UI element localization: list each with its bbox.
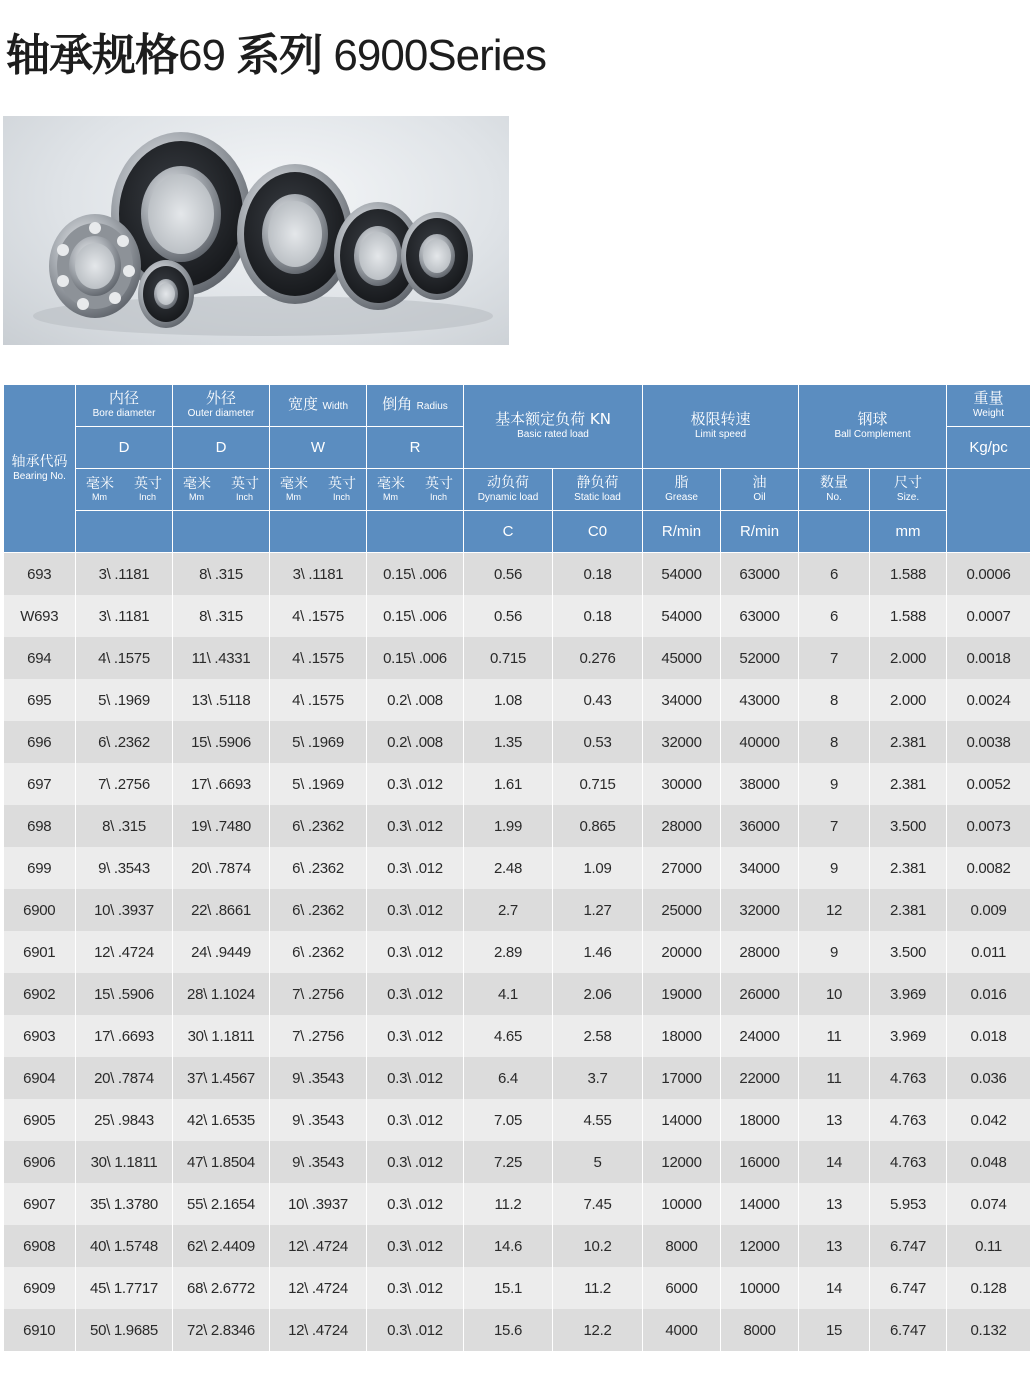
page-title: [6, 26, 546, 86]
cell-static-load: 0.18: [553, 553, 643, 596]
header-radius: 倒角 Radius: [367, 385, 464, 427]
cell-static-load: 4.55: [553, 1099, 643, 1141]
cell-outer-dia: 42\ 1.6535: [173, 1099, 270, 1141]
cell-ball-qty: 11: [799, 1057, 870, 1099]
cell-bore: 17\ .6693: [76, 1015, 173, 1057]
cell-radius: 0.3\ .012: [367, 1015, 464, 1057]
cell-ball-size: 2.381: [870, 847, 947, 889]
cell-weight: 0.042: [947, 1099, 1030, 1141]
cell-bore: 7\ .2756: [76, 763, 173, 805]
cell-ball-size: 2.381: [870, 889, 947, 931]
cell-outer-dia: 62\ 2.4409: [173, 1225, 270, 1267]
cell-radius: 0.3\ .012: [367, 1183, 464, 1225]
header-speed: 极限转速 Limit speed: [643, 385, 799, 469]
cell-oil-speed: 34000: [721, 847, 799, 889]
cell-weight: 0.048: [947, 1141, 1030, 1183]
cell-ball-size: 2.381: [870, 763, 947, 805]
cell-static-load: 2.58: [553, 1015, 643, 1057]
cell-static-load: 0.865: [553, 805, 643, 847]
header-width: 宽度 Width: [270, 385, 367, 427]
cell-outer-dia: 15\ .5906: [173, 721, 270, 763]
cell-grease-speed: 54000: [643, 595, 721, 637]
cell-dynamic-load: 1.99: [464, 805, 553, 847]
cell-outer-dia: 47\ 1.8504: [173, 1141, 270, 1183]
cell-bearing-no: 6908: [4, 1225, 76, 1267]
header-dynamic-load: 动负荷 Dynamic load: [464, 469, 553, 511]
cell-ball-qty: 15: [799, 1309, 870, 1351]
cell-oil-speed: 18000: [721, 1099, 799, 1141]
cell-grease-speed: 34000: [643, 679, 721, 721]
cell-static-load: 12.2: [553, 1309, 643, 1351]
cell-width: 12\ .4724: [270, 1309, 367, 1351]
title-series-num: 69: [178, 31, 225, 80]
header-blank-qty: [799, 511, 870, 553]
cell-grease-speed: 10000: [643, 1183, 721, 1225]
cell-bearing-no: 6904: [4, 1057, 76, 1099]
header-oil: 油 Oil: [721, 469, 799, 511]
cell-oil-speed: 24000: [721, 1015, 799, 1057]
cell-ball-qty: 14: [799, 1267, 870, 1309]
cell-outer-dia: 55\ 2.1654: [173, 1183, 270, 1225]
cell-bearing-no: 6900: [4, 889, 76, 931]
cell-dynamic-load: 0.56: [464, 595, 553, 637]
cell-dynamic-load: 2.89: [464, 931, 553, 973]
spec-table-body: [4, 553, 1030, 1352]
cell-outer-dia: 13\ .5118: [173, 679, 270, 721]
cell-static-load: 0.276: [553, 637, 643, 679]
bearing-product-photo: [3, 116, 509, 345]
cell-bearing-no: 6910: [4, 1309, 76, 1351]
header-inner-sym: D: [76, 427, 173, 469]
cell-dynamic-load: 2.48: [464, 847, 553, 889]
cell-bore: 3\ .1181: [76, 595, 173, 637]
cell-oil-speed: 63000: [721, 595, 799, 637]
cell-radius: 0.3\ .012: [367, 889, 464, 931]
header-load: 基本额定负荷 KN Basic rated load: [464, 385, 643, 469]
header-grease-unit: R/min: [643, 511, 721, 553]
cell-width: 6\ .2362: [270, 805, 367, 847]
cell-grease-speed: 27000: [643, 847, 721, 889]
table-row: [4, 973, 1030, 1015]
header-bearing-no: 轴承代码 Bearing No.: [4, 385, 76, 553]
cell-bore: 5\ .1969: [76, 679, 173, 721]
cell-ball-qty: 9: [799, 931, 870, 973]
cell-dynamic-load: 14.6: [464, 1225, 553, 1267]
cell-ball-qty: 14: [799, 1141, 870, 1183]
header-weight-unit: Kg/pc: [947, 427, 1030, 469]
cell-bearing-no: 695: [4, 679, 76, 721]
cell-weight: 0.11: [947, 1225, 1030, 1267]
header-outer-sym: D: [173, 427, 270, 469]
header-oil-unit: R/min: [721, 511, 799, 553]
table-row: [4, 1183, 1030, 1225]
cell-width: 12\ .4724: [270, 1225, 367, 1267]
cell-static-load: 10.2: [553, 1225, 643, 1267]
cell-width: 4\ .1575: [270, 679, 367, 721]
cell-ball-qty: 8: [799, 721, 870, 763]
cell-bore: 45\ 1.7717: [76, 1267, 173, 1309]
cell-radius: 0.3\ .012: [367, 1309, 464, 1351]
cell-radius: 0.3\ .012: [367, 931, 464, 973]
cell-ball-size: 6.747: [870, 1225, 947, 1267]
table-row: [4, 931, 1030, 973]
cell-ball-qty: 11: [799, 1015, 870, 1057]
cell-grease-speed: 12000: [643, 1141, 721, 1183]
header-blank-radius: [367, 511, 464, 553]
cell-radius: 0.3\ .012: [367, 805, 464, 847]
header-ball: 钢球 Ball Complement: [799, 385, 947, 469]
cell-dynamic-load: 15.6: [464, 1309, 553, 1351]
cell-ball-qty: 6: [799, 553, 870, 596]
cell-ball-size: 3.500: [870, 805, 947, 847]
cell-radius: 0.15\ .006: [367, 595, 464, 637]
cell-grease-speed: 30000: [643, 763, 721, 805]
table-row: [4, 1309, 1030, 1351]
cell-grease-speed: 54000: [643, 553, 721, 596]
cell-dynamic-load: 1.08: [464, 679, 553, 721]
cell-oil-speed: 8000: [721, 1309, 799, 1351]
cell-static-load: 11.2: [553, 1267, 643, 1309]
cell-ball-size: 4.763: [870, 1099, 947, 1141]
cell-radius: 0.3\ .012: [367, 1141, 464, 1183]
cell-grease-speed: 28000: [643, 805, 721, 847]
cell-dynamic-load: 1.35: [464, 721, 553, 763]
cell-outer-dia: 8\ .315: [173, 595, 270, 637]
cell-outer-dia: 17\ .6693: [173, 763, 270, 805]
cell-bearing-no: 6905: [4, 1099, 76, 1141]
cell-grease-speed: 4000: [643, 1309, 721, 1351]
cell-radius: 0.2\ .008: [367, 679, 464, 721]
cell-static-load: 3.7: [553, 1057, 643, 1099]
table-row: [4, 1015, 1030, 1057]
cell-weight: 0.0007: [947, 595, 1030, 637]
header-width-units: 毫米 英寸 Mm Inch: [270, 469, 367, 511]
cell-weight: 0.074: [947, 1183, 1030, 1225]
cell-ball-size: 2.000: [870, 679, 947, 721]
cell-static-load: 2.06: [553, 973, 643, 1015]
cell-width: 9\ .3543: [270, 1099, 367, 1141]
cell-static-load: 0.18: [553, 595, 643, 637]
cell-bore: 3\ .1181: [76, 553, 173, 596]
cell-radius: 0.3\ .012: [367, 973, 464, 1015]
cell-bore: 12\ .4724: [76, 931, 173, 973]
cell-dynamic-load: 6.4: [464, 1057, 553, 1099]
header-blank-outer: [173, 511, 270, 553]
cell-static-load: 0.43: [553, 679, 643, 721]
cell-oil-speed: 36000: [721, 805, 799, 847]
cell-ball-qty: 13: [799, 1225, 870, 1267]
header-ball-size-unit: mm: [870, 511, 947, 553]
cell-weight: 0.0006: [947, 553, 1030, 596]
cell-ball-size: 2.000: [870, 637, 947, 679]
cell-oil-speed: 43000: [721, 679, 799, 721]
header-ball-size: 尺寸 Size.: [870, 469, 947, 511]
table-row: [4, 721, 1030, 763]
cell-weight: 0.128: [947, 1267, 1030, 1309]
table-row: [4, 553, 1030, 596]
cell-oil-speed: 40000: [721, 721, 799, 763]
header-outer: 外径 Outer diameter: [173, 385, 270, 427]
cell-weight: 0.0073: [947, 805, 1030, 847]
cell-bore: 6\ .2362: [76, 721, 173, 763]
cell-grease-speed: 19000: [643, 973, 721, 1015]
cell-oil-speed: 22000: [721, 1057, 799, 1099]
table-row: [4, 595, 1030, 637]
header-inner: 内径 Bore diameter: [76, 385, 173, 427]
cell-dynamic-load: 0.56: [464, 553, 553, 596]
table-row: [4, 1141, 1030, 1183]
cell-bearing-no: 693: [4, 553, 76, 596]
cell-ball-qty: 7: [799, 637, 870, 679]
cell-oil-speed: 28000: [721, 931, 799, 973]
spec-table: [3, 384, 1030, 1351]
cell-width: 6\ .2362: [270, 889, 367, 931]
cell-bore: 4\ .1575: [76, 637, 173, 679]
bearing-icon: [3, 116, 509, 345]
cell-bearing-no: 6901: [4, 931, 76, 973]
cell-weight: 0.0038: [947, 721, 1030, 763]
cell-dynamic-load: 4.1: [464, 973, 553, 1015]
cell-dynamic-load: 7.05: [464, 1099, 553, 1141]
table-row: [4, 1267, 1030, 1309]
cell-bearing-no: 6906: [4, 1141, 76, 1183]
table-row: [4, 1225, 1030, 1267]
cell-dynamic-load: 7.25: [464, 1141, 553, 1183]
cell-width: 9\ .3543: [270, 1057, 367, 1099]
cell-outer-dia: 22\ .8661: [173, 889, 270, 931]
cell-weight: 0.0018: [947, 637, 1030, 679]
cell-radius: 0.3\ .012: [367, 847, 464, 889]
cell-radius: 0.2\ .008: [367, 721, 464, 763]
cell-radius: 0.3\ .012: [367, 1099, 464, 1141]
cell-dynamic-load: 4.65: [464, 1015, 553, 1057]
cell-bore: 40\ 1.5748: [76, 1225, 173, 1267]
cell-ball-qty: 9: [799, 763, 870, 805]
cell-width: 5\ .1969: [270, 721, 367, 763]
cell-radius: 0.3\ .012: [367, 1057, 464, 1099]
cell-static-load: 7.45: [553, 1183, 643, 1225]
cell-weight: 0.0082: [947, 847, 1030, 889]
title-en: 6900Series: [333, 31, 547, 80]
cell-weight: 0.016: [947, 973, 1030, 1015]
cell-outer-dia: 37\ 1.4567: [173, 1057, 270, 1099]
cell-bore: 8\ .315: [76, 805, 173, 847]
cell-oil-speed: 38000: [721, 763, 799, 805]
cell-outer-dia: 8\ .315: [173, 553, 270, 596]
title-cn-part2: 系列: [236, 30, 323, 81]
cell-oil-speed: 52000: [721, 637, 799, 679]
cell-weight: 0.018: [947, 1015, 1030, 1057]
cell-grease-speed: 25000: [643, 889, 721, 931]
table-row: [4, 679, 1030, 721]
cell-ball-size: 6.747: [870, 1309, 947, 1351]
cell-bore: 50\ 1.9685: [76, 1309, 173, 1351]
cell-bearing-no: 696: [4, 721, 76, 763]
header-outer-units: 毫米 英寸 Mm Inch: [173, 469, 270, 511]
header-static-sym: C0: [553, 511, 643, 553]
cell-ball-qty: 13: [799, 1183, 870, 1225]
cell-dynamic-load: 11.2: [464, 1183, 553, 1225]
header-radius-units: 毫米 英寸 Mm Inch: [367, 469, 464, 511]
table-row: [4, 763, 1030, 805]
cell-grease-speed: 18000: [643, 1015, 721, 1057]
cell-ball-size: 4.763: [870, 1141, 947, 1183]
cell-bearing-no: W693: [4, 595, 76, 637]
cell-dynamic-load: 1.61: [464, 763, 553, 805]
cell-ball-size: 3.969: [870, 973, 947, 1015]
cell-grease-speed: 17000: [643, 1057, 721, 1099]
cell-ball-size: 1.588: [870, 553, 947, 596]
cell-grease-speed: 45000: [643, 637, 721, 679]
cell-weight: 0.036: [947, 1057, 1030, 1099]
cell-dynamic-load: 15.1: [464, 1267, 553, 1309]
cell-radius: 0.15\ .006: [367, 553, 464, 596]
cell-ball-size: 6.747: [870, 1267, 947, 1309]
cell-radius: 0.15\ .006: [367, 637, 464, 679]
cell-oil-speed: 12000: [721, 1225, 799, 1267]
cell-static-load: 0.53: [553, 721, 643, 763]
cell-oil-speed: 10000: [721, 1267, 799, 1309]
cell-static-load: 5: [553, 1141, 643, 1183]
cell-bearing-no: 697: [4, 763, 76, 805]
table-row: [4, 889, 1030, 931]
cell-ball-size: 2.381: [870, 721, 947, 763]
cell-bearing-no: 694: [4, 637, 76, 679]
cell-ball-size: 4.763: [870, 1057, 947, 1099]
cell-weight: 0.011: [947, 931, 1030, 973]
cell-width: 9\ .3543: [270, 1141, 367, 1183]
cell-outer-dia: 30\ 1.1811: [173, 1015, 270, 1057]
cell-radius: 0.3\ .012: [367, 1267, 464, 1309]
cell-outer-dia: 19\ .7480: [173, 805, 270, 847]
cell-ball-size: 1.588: [870, 595, 947, 637]
table-row: [4, 1057, 1030, 1099]
cell-bearing-no: 6907: [4, 1183, 76, 1225]
cell-grease-speed: 8000: [643, 1225, 721, 1267]
header-width-sym: W: [270, 427, 367, 469]
cell-outer-dia: 24\ .9449: [173, 931, 270, 973]
header-ball-qty: 数量 No.: [799, 469, 870, 511]
cell-static-load: 1.09: [553, 847, 643, 889]
cell-outer-dia: 11\ .4331: [173, 637, 270, 679]
cell-dynamic-load: 0.715: [464, 637, 553, 679]
table-row: [4, 847, 1030, 889]
cell-static-load: 1.46: [553, 931, 643, 973]
cell-width: 12\ .4724: [270, 1267, 367, 1309]
cell-bore: 10\ .3937: [76, 889, 173, 931]
header-grease: 脂 Grease: [643, 469, 721, 511]
cell-ball-qty: 12: [799, 889, 870, 931]
cell-width: 3\ .1181: [270, 553, 367, 596]
cell-bore: 30\ 1.1811: [76, 1141, 173, 1183]
cell-width: 10\ .3937: [270, 1183, 367, 1225]
cell-outer-dia: 20\ .7874: [173, 847, 270, 889]
cell-width: 4\ .1575: [270, 637, 367, 679]
cell-width: 6\ .2362: [270, 931, 367, 973]
cell-outer-dia: 68\ 2.6772: [173, 1267, 270, 1309]
cell-bearing-no: 6902: [4, 973, 76, 1015]
cell-bore: 15\ .5906: [76, 973, 173, 1015]
cell-weight: 0.009: [947, 889, 1030, 931]
cell-ball-qty: 8: [799, 679, 870, 721]
cell-bearing-no: 698: [4, 805, 76, 847]
cell-radius: 0.3\ .012: [367, 1225, 464, 1267]
cell-bore: 25\ .9843: [76, 1099, 173, 1141]
cell-weight: 0.132: [947, 1309, 1030, 1351]
cell-bore: 20\ .7874: [76, 1057, 173, 1099]
header-static-load: 静负荷 Static load: [553, 469, 643, 511]
cell-ball-size: 3.500: [870, 931, 947, 973]
cell-ball-size: 3.969: [870, 1015, 947, 1057]
cell-outer-dia: 72\ 2.8346: [173, 1309, 270, 1351]
cell-oil-speed: 63000: [721, 553, 799, 596]
cell-bearing-no: 6909: [4, 1267, 76, 1309]
cell-width: 7\ .2756: [270, 973, 367, 1015]
header-inner-units: 毫米 英寸 Mm Inch: [76, 469, 173, 511]
header-weight-blank: [947, 469, 1030, 553]
cell-width: 6\ .2362: [270, 847, 367, 889]
cell-grease-speed: 20000: [643, 931, 721, 973]
cell-ball-qty: 10: [799, 973, 870, 1015]
cell-grease-speed: 32000: [643, 721, 721, 763]
cell-static-load: 1.27: [553, 889, 643, 931]
header-radius-sym: R: [367, 427, 464, 469]
cell-static-load: 0.715: [553, 763, 643, 805]
header-dynamic-sym: C: [464, 511, 553, 553]
cell-weight: 0.0052: [947, 763, 1030, 805]
cell-oil-speed: 26000: [721, 973, 799, 1015]
cell-oil-speed: 14000: [721, 1183, 799, 1225]
cell-oil-speed: 32000: [721, 889, 799, 931]
table-row: [4, 805, 1030, 847]
cell-weight: 0.0024: [947, 679, 1030, 721]
cell-grease-speed: 14000: [643, 1099, 721, 1141]
title-cn-part1: 轴承规格: [6, 30, 178, 81]
cell-oil-speed: 16000: [721, 1141, 799, 1183]
table-row: [4, 1099, 1030, 1141]
cell-width: 7\ .2756: [270, 1015, 367, 1057]
cell-width: 4\ .1575: [270, 595, 367, 637]
cell-ball-size: 5.953: [870, 1183, 947, 1225]
cell-bore: 9\ .3543: [76, 847, 173, 889]
cell-bore: 35\ 1.3780: [76, 1183, 173, 1225]
cell-ball-qty: 9: [799, 847, 870, 889]
cell-width: 5\ .1969: [270, 763, 367, 805]
header-blank-width: [270, 511, 367, 553]
cell-radius: 0.3\ .012: [367, 763, 464, 805]
cell-ball-qty: 13: [799, 1099, 870, 1141]
table-row: [4, 637, 1030, 679]
cell-dynamic-load: 2.7: [464, 889, 553, 931]
header-blank-inner: [76, 511, 173, 553]
cell-grease-speed: 6000: [643, 1267, 721, 1309]
header-weight: 重量 Weight: [947, 385, 1030, 427]
cell-ball-qty: 6: [799, 595, 870, 637]
cell-bearing-no: 6903: [4, 1015, 76, 1057]
cell-ball-qty: 7: [799, 805, 870, 847]
cell-bearing-no: 699: [4, 847, 76, 889]
cell-outer-dia: 28\ 1.1024: [173, 973, 270, 1015]
